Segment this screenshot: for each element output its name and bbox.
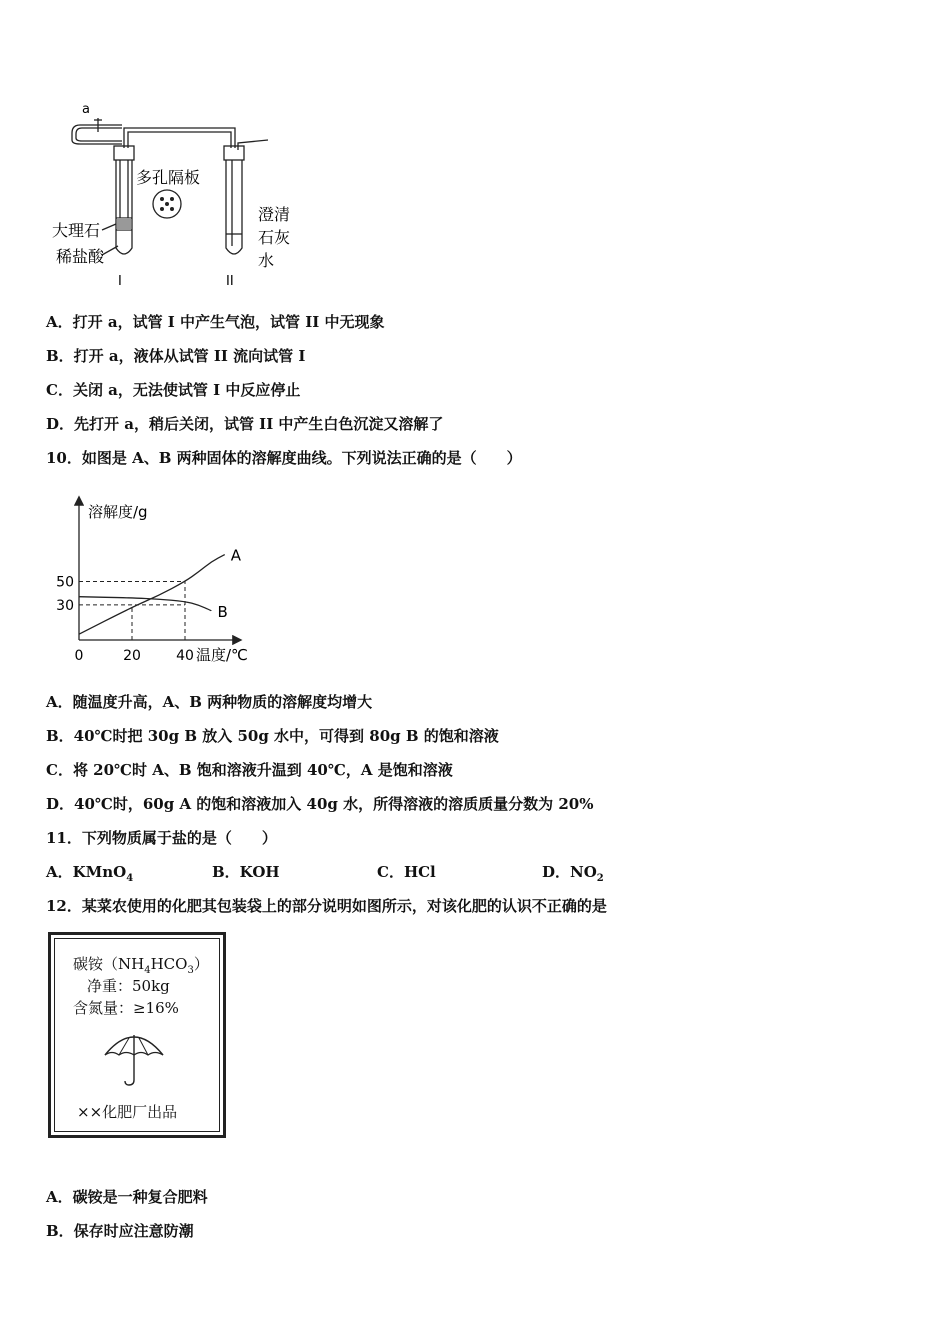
solubility-chart (50, 492, 260, 670)
q11-option-c: C．HCl (377, 863, 436, 881)
q9-option-a: A．打开 a，试管 I 中产生气泡，试管 II 中无现象 (46, 313, 385, 331)
q11-option-a: A．KMnO$_4$ (46, 863, 134, 884)
series-A-label: A (230, 546, 242, 565)
q11-option-b: B．KOH (212, 863, 280, 881)
tube-i-label: I (118, 274, 122, 289)
limewater-label-3: 水 (258, 251, 275, 270)
q9-option-d: D．先打开 a，稍后关闭，试管 II 中产生白色沉淀又溶解了 (46, 415, 444, 433)
series-B-label: B (217, 602, 228, 621)
q9-option-b: B．打开 a，液体从试管 II 流向试管 I (46, 347, 306, 365)
q10-option-d: D．40℃时，60g A 的饱和溶液加入 40g 水，所得溶液的溶质质量分数为 20% (46, 795, 594, 813)
y-axis-label: 溶解度/g (88, 503, 148, 521)
q12-stem: 12．某菜农使用的化肥其包装袋上的部分说明如图所示，对该化肥的认识不正确的是 (46, 897, 607, 915)
q9-option-c: C．关闭 a，无法使试管 I 中反应停止 (46, 381, 301, 399)
x-axis-label: 温度/℃ (196, 646, 248, 664)
x-tick-0: 0 (74, 648, 84, 664)
tube-ii-label: II (226, 274, 234, 289)
valve-label: a (82, 102, 90, 117)
q10-option-b: B．40℃时把 30g B 放入 50g 水中，可得到 80g B 的饱和溶液 (46, 727, 499, 745)
q10-option-a: A．随温度升高，A、B 两种物质的溶解度均增大 (46, 693, 373, 711)
dilute-acid-label: 稀盐酸 (56, 247, 105, 266)
keep-dry-umbrella-icon (99, 1025, 169, 1087)
co2-apparatus-figure (50, 100, 310, 295)
y-tick-30: 30 (56, 597, 74, 614)
q10-option-c: C．将 20℃时 A、B 饱和溶液升温到 40℃，A 是饱和溶液 (46, 761, 453, 779)
manufacturer: ××化肥厂出品 (77, 1103, 178, 1121)
q12-option-b: B．保存时应注意防潮 (46, 1222, 194, 1240)
x-tick-40: 40 (176, 648, 194, 664)
fertilizer-label (48, 932, 226, 1138)
series-B-line (79, 597, 212, 611)
marble-label: 大理石 (52, 221, 101, 240)
x-tick-20: 20 (123, 648, 141, 664)
porous-plate-label: 多孔隔板 (136, 168, 201, 187)
nitrogen-content: 含氮量：≥16% (73, 999, 179, 1017)
q10-stem: 10．如图是 A、B 两种固体的溶解度曲线。下列说法正确的是（ ） (46, 449, 522, 467)
series-A-line (79, 555, 225, 635)
y-tick-50: 50 (56, 574, 74, 591)
fertilizer-name: 碳铵$(NH_4HCO_3)$ (73, 955, 209, 976)
limewater-label-1: 澄清 (258, 205, 291, 224)
q11-option-d: D．$NO_2$ (542, 863, 604, 884)
q12-option-a: A．碳铵是一种复合肥料 (46, 1188, 208, 1206)
limewater-label-2: 石灰 (258, 228, 291, 247)
net-weight: 净重：50kg (87, 977, 170, 995)
q11-stem: 11．下列物质属于盐的是（ ） (46, 829, 277, 847)
